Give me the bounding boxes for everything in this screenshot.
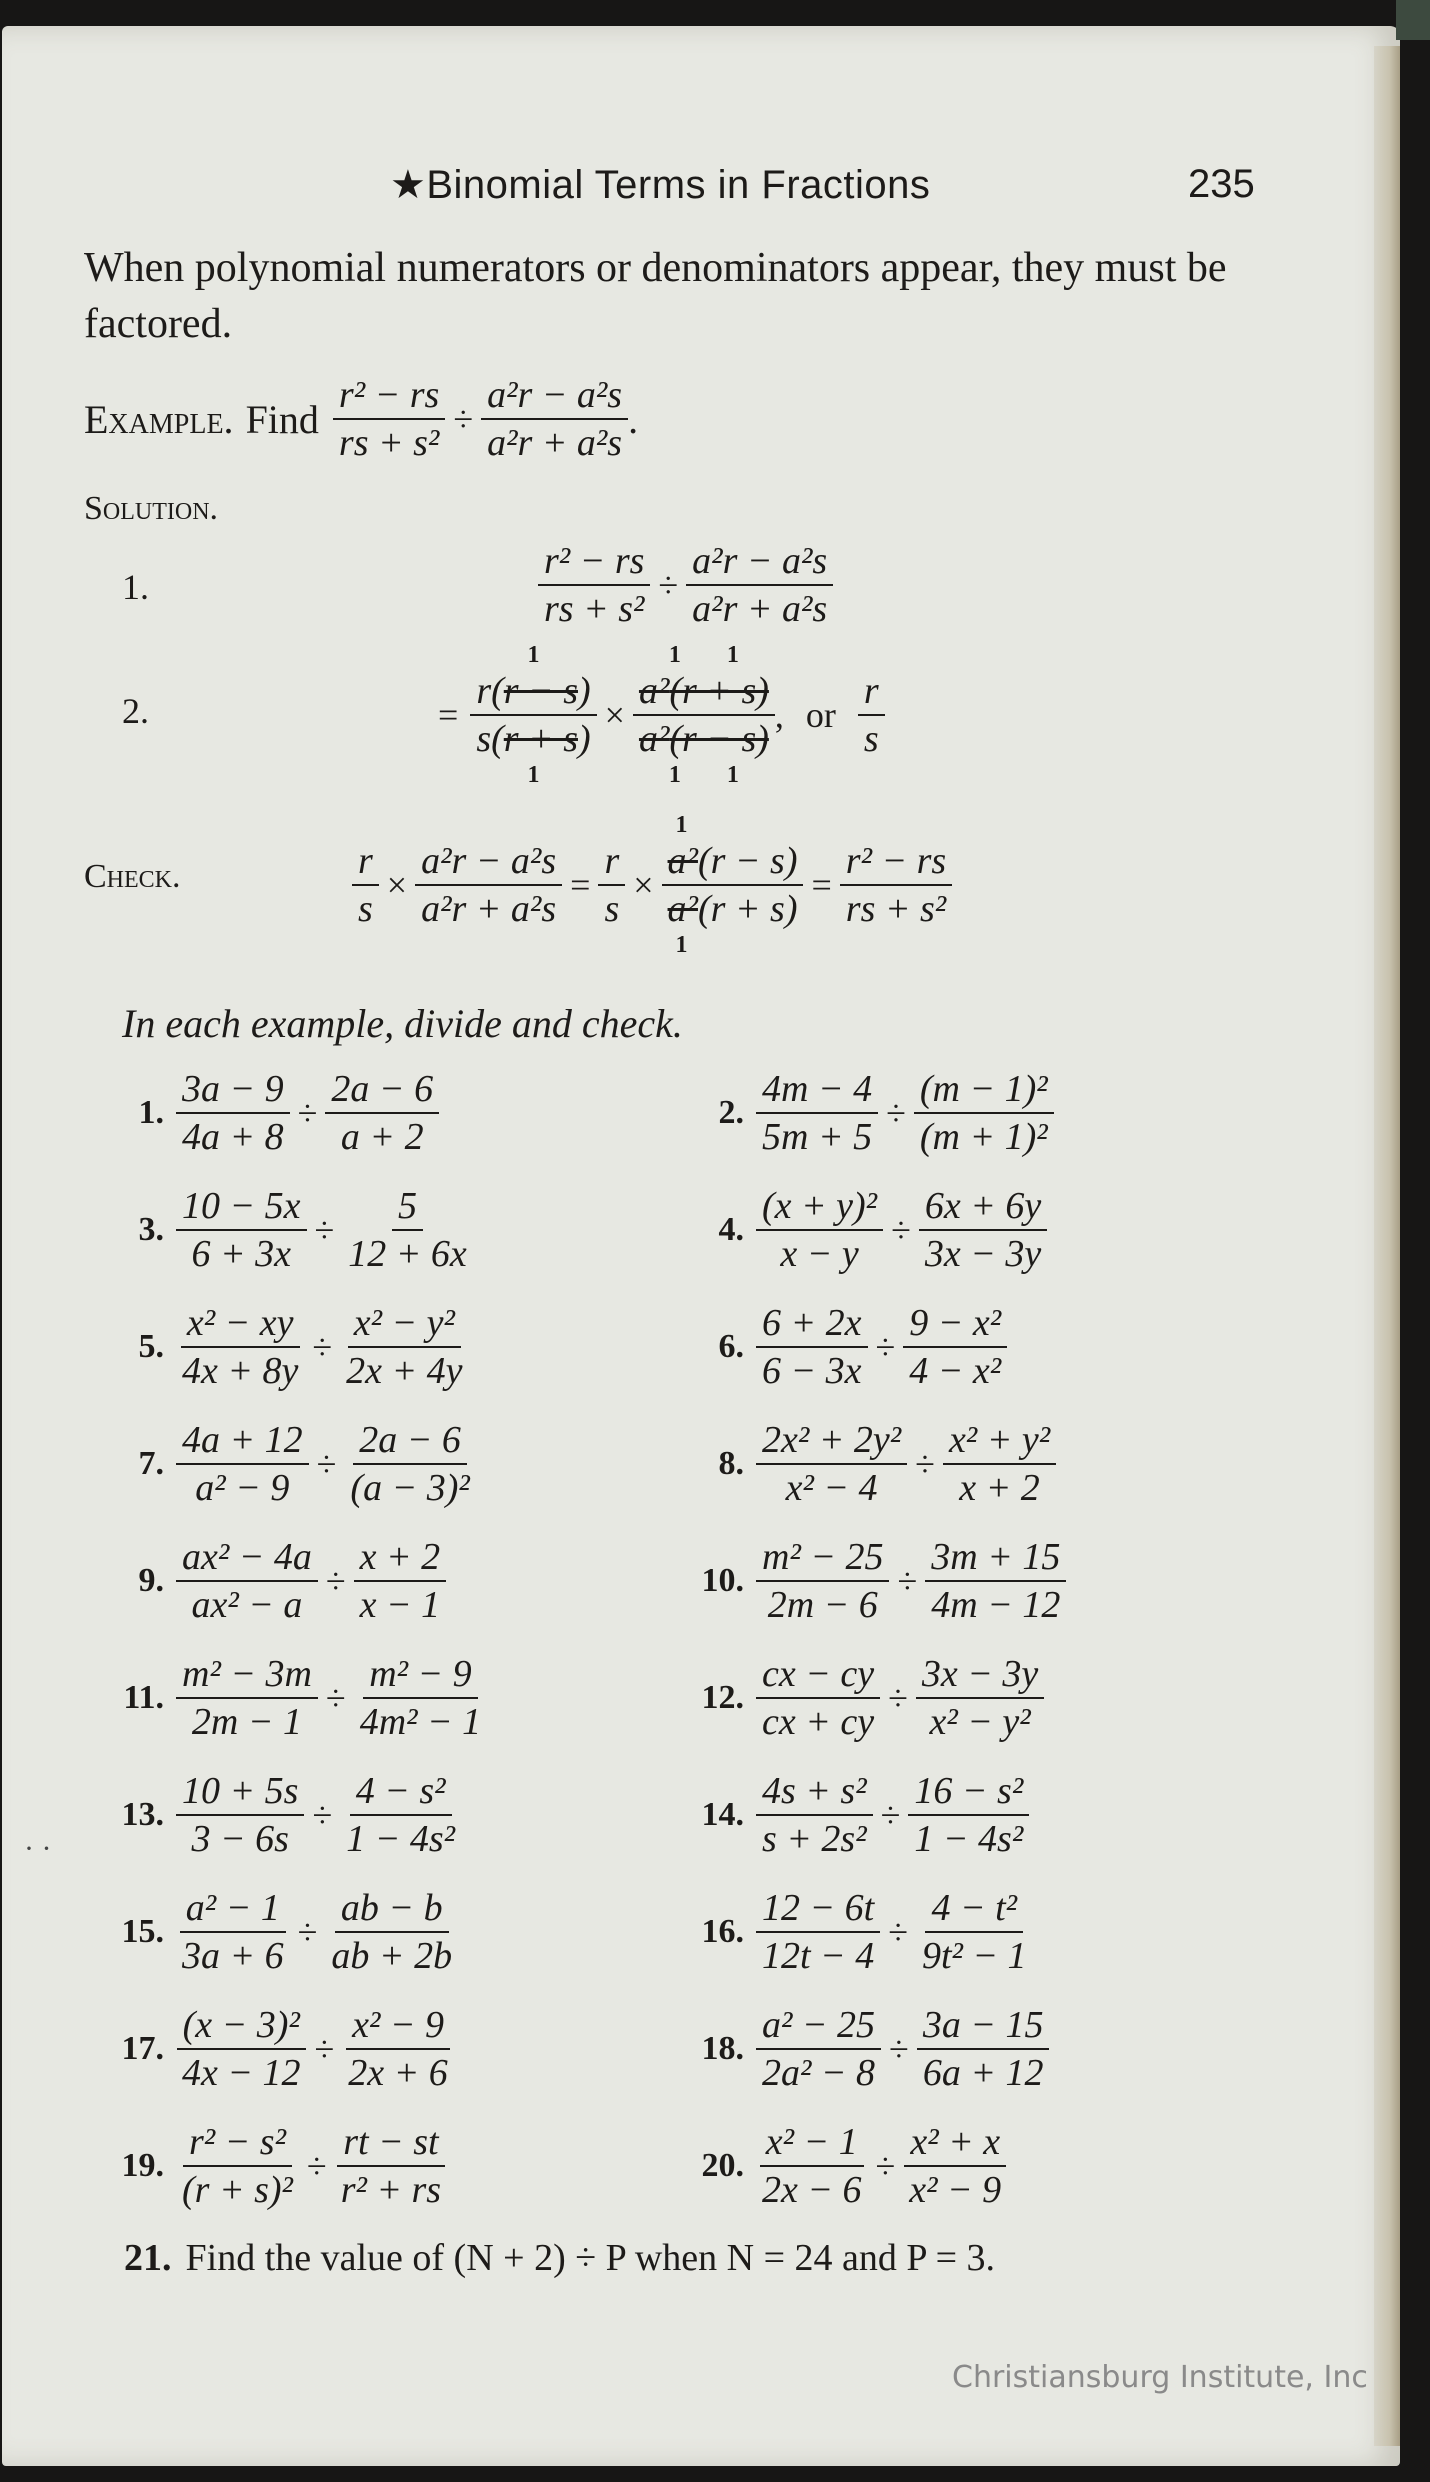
exercise-number: 19. — [121, 2147, 164, 2184]
denominator: rs + s² — [845, 888, 947, 930]
divide-sign: ÷ — [897, 1561, 918, 1601]
denominator — [662, 886, 804, 932]
numerator: a²r − a²s — [481, 372, 628, 420]
exercise-4 — [700, 1183, 1047, 1277]
denominator: a²r + a²s — [692, 588, 828, 630]
denominator: 2a² − 8 — [762, 2052, 876, 2094]
divide-sign: ÷ — [325, 1561, 346, 1601]
denominator: 3a + 6 — [182, 1935, 284, 1977]
cancelled-factor: r + s — [503, 718, 578, 760]
divisor-fraction — [903, 2119, 1007, 2213]
denominator: 4m − 12 — [931, 1584, 1061, 1626]
divide-sign: ÷ — [880, 1795, 901, 1835]
numerator: 3m + 15 — [925, 1534, 1066, 1582]
example-line — [84, 372, 638, 466]
cancelled-factor: a² — [638, 670, 670, 712]
numerator: m² − 9 — [363, 1651, 477, 1699]
dividend-fraction — [176, 1417, 309, 1511]
denominator: x − 1 — [359, 1584, 441, 1626]
divide-sign: ÷ — [888, 1678, 908, 1718]
denominator: x² − 9 — [909, 2169, 1002, 2211]
numerator: 4 − t² — [925, 1885, 1023, 1933]
divide-sign: ÷ — [306, 2146, 327, 2186]
denominator: a²r + a²s — [421, 888, 557, 930]
cancelled-factor: a² — [667, 888, 698, 930]
denominator: 2x − 6 — [762, 2169, 862, 2211]
denominator: 2x + 6 — [348, 2052, 448, 2094]
denominator: rs + s² — [338, 422, 440, 464]
divide-sign: ÷ — [312, 1795, 333, 1835]
numerator: 4a + 12 — [176, 1417, 309, 1465]
factor: s( — [476, 718, 504, 760]
numerator: a² − 1 — [180, 1885, 286, 1933]
step1-fraction-1 — [538, 538, 650, 632]
denominator: 2m − 1 — [191, 1701, 302, 1743]
divide-sign: ÷ — [314, 1210, 335, 1250]
denominator: 1 − 4s² — [914, 1818, 1024, 1860]
denominator: 6 + 3x — [191, 1233, 292, 1275]
numerator: 3a − 9 — [176, 1066, 290, 1114]
numerator: m² − 25 — [756, 1534, 889, 1582]
exercise-number: 9. — [138, 1562, 164, 1599]
denominator: (a − 3)² — [350, 1467, 470, 1509]
exercise-10 — [700, 1534, 1066, 1628]
cancelled-factor: (r − s) — [669, 718, 769, 760]
numerator: x + 2 — [354, 1534, 447, 1582]
numerator: 3x − 3y — [916, 1651, 1044, 1699]
dividend-fraction — [756, 1651, 880, 1745]
denominator: 5m + 5 — [762, 1116, 873, 1158]
numerator: ax² − 4a — [176, 1534, 318, 1582]
divide-sign: ÷ — [312, 1327, 333, 1367]
factor: r( — [476, 670, 504, 712]
divisor-fraction — [916, 1651, 1044, 1745]
exercise-12 — [700, 1651, 1044, 1745]
divisor-fraction — [344, 1417, 475, 1511]
numerator: m² − 3m — [176, 1651, 318, 1699]
example-label: Example. — [84, 396, 234, 442]
exercise-number: 5. — [138, 1328, 164, 1365]
numerator: 12 − 6t — [756, 1885, 880, 1933]
times-sign: × — [386, 865, 408, 905]
exercise-19 — [120, 2119, 447, 2213]
exercise-18 — [700, 2002, 1049, 2096]
dividend-fraction — [176, 1066, 290, 1160]
divisor-fraction — [325, 1066, 439, 1160]
exercise-number: 15. — [121, 1913, 164, 1950]
numerator: r² − rs — [333, 372, 445, 420]
denominator — [470, 716, 596, 762]
numerator: ab − b — [335, 1885, 449, 1933]
denominator: 3x − 3y — [924, 1233, 1042, 1275]
divide-sign: ÷ — [325, 1678, 346, 1718]
divisor-fraction — [340, 1300, 468, 1394]
divisor-fraction — [354, 1534, 447, 1628]
factor: (r + s) — [697, 888, 798, 930]
numerator: x² − y² — [348, 1300, 461, 1348]
cancel-ones-top: 1 1 — [668, 642, 739, 668]
times-sign: × — [633, 865, 654, 905]
watermark: Christiansburg Institute, Inc — [952, 2360, 1368, 2395]
numerator: 6x + 6y — [919, 1183, 1047, 1231]
equals-sign: = — [570, 865, 591, 905]
cancelled-factor: a² — [667, 840, 698, 882]
numerator: 2x² + 2y² — [756, 1417, 907, 1465]
page-number: 235 — [1188, 162, 1255, 206]
solution-step-1-number: 1. — [122, 567, 149, 607]
solution-label: Solution. — [84, 490, 219, 527]
numerator: x² + x — [904, 2119, 1006, 2167]
divisor-fraction — [919, 1183, 1047, 1277]
running-header-title: ★Binomial Terms in Fractions — [390, 163, 931, 207]
denominator: 4x + 8y — [182, 1350, 299, 1392]
cancel-one-top: 1 — [527, 642, 540, 668]
dividend-fraction — [176, 1768, 304, 1862]
denominator: s + 2s² — [762, 1818, 867, 1860]
exercise-17 — [120, 2002, 454, 2096]
numerator — [662, 838, 804, 886]
denominator: ab + 2b — [331, 1935, 453, 1977]
divisor-fraction — [908, 1768, 1029, 1862]
dividend-fraction — [756, 1066, 878, 1160]
divide-sign: ÷ — [316, 1444, 337, 1484]
numerator: (x − 3)² — [177, 2002, 306, 2050]
exercise-number: 17. — [121, 2030, 164, 2067]
divide-sign: ÷ — [297, 1912, 318, 1952]
divide-sign: ÷ — [888, 1912, 908, 1952]
check-label: Check. — [84, 858, 181, 895]
numerator: x² − 9 — [346, 2002, 450, 2050]
exercise-16 — [700, 1885, 1033, 1979]
denominator: x − y — [780, 1233, 859, 1275]
divisor-fraction — [342, 2002, 454, 2096]
example-find: Find — [245, 396, 319, 442]
exercise-9 — [120, 1534, 446, 1628]
denominator: a²r + a²s — [487, 422, 623, 464]
exercise-text: Find the value of (N + 2) ÷ P when N = 24 and P = 3. — [185, 2237, 996, 2279]
denominator: 12 + 6x — [348, 1233, 467, 1275]
denominator: 12t − 4 — [762, 1935, 875, 1977]
factor: (r − s) — [697, 840, 798, 882]
exercise-number: 1. — [138, 1094, 164, 1131]
exercise-number: 10. — [701, 1562, 744, 1599]
dividend-fraction — [756, 1300, 868, 1394]
divide-sign: ÷ — [875, 1327, 896, 1367]
equals-sign: = — [811, 865, 832, 905]
divide-sign: ÷ — [915, 1444, 935, 1484]
example-fraction-2 — [481, 372, 628, 466]
divide-sign: ÷ — [886, 1093, 906, 1133]
divisor-fraction — [925, 1534, 1066, 1628]
step1-fraction-2 — [686, 538, 833, 632]
denominator: 4x − 12 — [182, 2052, 301, 2094]
check-fraction-1 — [352, 838, 379, 932]
numerator: r² − rs — [538, 538, 650, 586]
denominator: rs + s² — [544, 588, 645, 630]
numerator: r — [598, 838, 625, 886]
denominator: ax² − a — [191, 1584, 303, 1626]
cancelled-factor: a² — [638, 718, 670, 760]
numerator: 3a − 15 — [917, 2002, 1050, 2050]
check-fraction-5 — [840, 838, 952, 932]
denominator: 1 − 4s² — [346, 1818, 456, 1860]
exercise-20 — [700, 2119, 1007, 2213]
exercise-number: 18. — [701, 2030, 744, 2067]
exercise-number: 20. — [701, 2147, 744, 2184]
dividend-fraction — [176, 2119, 299, 2213]
dividend-fraction — [176, 1885, 290, 1979]
divisor-fraction — [916, 1885, 1033, 1979]
exercise-3 — [120, 1183, 473, 1277]
numerator: 2a − 6 — [353, 1417, 467, 1465]
divisor-fraction — [917, 2002, 1050, 2096]
check-expression — [352, 812, 952, 958]
period: . — [628, 396, 639, 442]
denominator: a + 2 — [340, 1116, 424, 1158]
numerator: (m − 1)² — [914, 1066, 1054, 1114]
exercise-6 — [700, 1300, 1007, 1394]
denominator: a² − 9 — [195, 1467, 290, 1509]
numerator: 5 — [392, 1183, 423, 1231]
numerator: 9 − x² — [903, 1300, 1007, 1348]
denominator: x² − 4 — [785, 1467, 878, 1509]
numerator: (x + y)² — [756, 1183, 883, 1231]
denominator: 6 − 3x — [762, 1350, 862, 1392]
denominator: 6a + 12 — [922, 2052, 1044, 2094]
numerator: a²r − a²s — [686, 538, 833, 586]
numerator: 2a − 6 — [325, 1066, 439, 1114]
intro-paragraph: When polynomial numerators or denominators appear, they must be factored. — [84, 245, 1227, 347]
denominator: r² + rs — [340, 2169, 442, 2211]
exercise-5 — [120, 1300, 469, 1394]
exercise-14 — [700, 1768, 1029, 1862]
divide-sign: ÷ — [875, 2146, 896, 2186]
dividend-fraction — [756, 1885, 880, 1979]
dividend-fraction — [176, 1651, 318, 1745]
cancel-one-bottom: 1 — [527, 762, 540, 788]
numerator: a²r − a²s — [415, 838, 562, 886]
exercise-number: 11. — [123, 1679, 164, 1716]
divisor-fraction — [342, 1183, 473, 1277]
exercise-instruction: In each example, divide and check. — [122, 1001, 683, 1046]
numerator: cx − cy — [756, 1651, 880, 1699]
exercise-number: 7. — [138, 1445, 164, 1482]
cancel-ones-bottom: 1 1 — [668, 762, 739, 788]
denominator: 4 − x² — [909, 1350, 1002, 1392]
example-fraction-1 — [333, 372, 445, 466]
exercise-number: 12. — [701, 1679, 744, 1716]
divisor-fraction — [914, 1066, 1054, 1160]
dividend-fraction — [176, 1183, 307, 1277]
denominator: 4a + 8 — [182, 1116, 284, 1158]
paren: ) — [577, 718, 591, 760]
divide-sign: ÷ — [453, 399, 474, 439]
exercise-number: 13. — [121, 1796, 164, 1833]
solution-step-1 — [538, 538, 833, 632]
divide-sign: ÷ — [891, 1210, 911, 1250]
numerator: r — [858, 668, 885, 716]
denominator: s — [863, 718, 879, 760]
denominator: cx + cy — [762, 1701, 875, 1743]
denominator: 4m² − 1 — [359, 1701, 482, 1743]
dividend-fraction — [756, 1183, 883, 1277]
denominator: x + 2 — [959, 1467, 1040, 1509]
cancelled-factor: r − s — [503, 670, 578, 712]
cancelled-factor: (r + s) — [669, 670, 769, 712]
denominator: 2m − 6 — [767, 1584, 878, 1626]
exercise-15 — [120, 1885, 458, 1979]
result-fraction — [858, 668, 885, 762]
page-edge — [1374, 46, 1400, 2446]
divisor-fraction — [903, 1300, 1007, 1394]
denominator: 2x + 4y — [346, 1350, 463, 1392]
denominator — [633, 716, 775, 762]
exercise-2 — [700, 1066, 1054, 1160]
numerator: x² + y² — [943, 1417, 1056, 1465]
exercise-number: 14. — [701, 1796, 744, 1833]
divisor-fraction — [943, 1417, 1056, 1511]
cancel-one-bottom: 1 — [675, 932, 688, 958]
comma: , — [774, 695, 784, 735]
dividend-fraction — [756, 1417, 907, 1511]
exercise-11 — [120, 1651, 487, 1745]
numerator: r — [352, 838, 379, 886]
numerator: r² − rs — [840, 838, 952, 886]
times-sign: × — [604, 695, 625, 735]
divisor-fraction — [354, 1651, 487, 1745]
exercise-number: 21. — [124, 2237, 172, 2279]
numerator: 4m − 4 — [756, 1066, 878, 1114]
denominator: 9t² − 1 — [921, 1935, 1027, 1977]
cancelled-fraction-2 — [633, 642, 775, 788]
check-fraction-2 — [415, 838, 562, 932]
divisor-fraction — [335, 2119, 447, 2213]
exercise-number: 16. — [701, 1913, 744, 1950]
or-word: or — [805, 695, 836, 735]
margin-dots: · · — [24, 1832, 52, 1865]
numerator — [633, 668, 775, 716]
check-fraction-3 — [598, 838, 625, 932]
numerator: 6 + 2x — [756, 1300, 868, 1348]
numerator: 4s + s² — [756, 1768, 873, 1816]
numerator: x² − 1 — [760, 2119, 864, 2167]
exercise-number: 3. — [138, 1211, 164, 1248]
paren: ) — [577, 670, 591, 712]
numerator: 16 − s² — [908, 1768, 1029, 1816]
exercise-number: 4. — [718, 1211, 744, 1248]
dividend-fraction — [756, 2002, 881, 2096]
exercise-number: 6. — [718, 1328, 744, 1365]
dividend-fraction — [176, 2002, 307, 2096]
dividend-fraction — [756, 2119, 868, 2213]
numerator: 10 + 5s — [176, 1768, 304, 1816]
numerator: a² − 25 — [756, 2002, 881, 2050]
numerator: 10 − 5x — [176, 1183, 307, 1231]
book-cover-edge — [1396, 0, 1430, 40]
exercise-8 — [700, 1417, 1056, 1511]
divisor-fraction — [325, 1885, 458, 1979]
denominator: (m + 1)² — [919, 1116, 1048, 1158]
divisor-fraction — [340, 1768, 461, 1862]
solution-step-2-number: 2. — [122, 691, 149, 731]
cancelled-fraction-1 — [470, 642, 596, 788]
numerator: r² − s² — [183, 2119, 292, 2167]
check-cancelled-fraction — [662, 812, 804, 958]
denominator: x² − y² — [929, 1701, 1031, 1743]
denominator: 3 − 6s — [191, 1818, 289, 1860]
exercise-number: 8. — [718, 1445, 744, 1482]
denominator: s — [604, 888, 620, 930]
numerator — [470, 668, 596, 716]
divide-sign: ÷ — [297, 1093, 318, 1133]
divide-sign: ÷ — [658, 565, 679, 605]
dividend-fraction — [756, 1768, 873, 1862]
divide-sign: ÷ — [889, 2029, 909, 2069]
numerator: rt − st — [337, 2119, 444, 2167]
numerator: 4 − s² — [350, 1768, 452, 1816]
equals-sign: = — [438, 695, 459, 735]
solution-step-2 — [430, 642, 885, 788]
dividend-fraction — [756, 1534, 889, 1628]
exercise-1 — [120, 1066, 439, 1160]
dividend-fraction — [176, 1534, 318, 1628]
cancel-one-top: 1 — [675, 812, 688, 838]
exercise-number: 2. — [718, 1094, 744, 1131]
numerator: x² − xy — [181, 1300, 300, 1348]
exercise-7 — [120, 1417, 476, 1511]
denominator: s — [358, 888, 373, 930]
divide-sign: ÷ — [314, 2029, 335, 2069]
dividend-fraction — [176, 1300, 304, 1394]
exercise-13 — [120, 1768, 461, 1862]
exercise-21 — [124, 2236, 995, 2280]
denominator: (r + s)² — [182, 2169, 293, 2211]
